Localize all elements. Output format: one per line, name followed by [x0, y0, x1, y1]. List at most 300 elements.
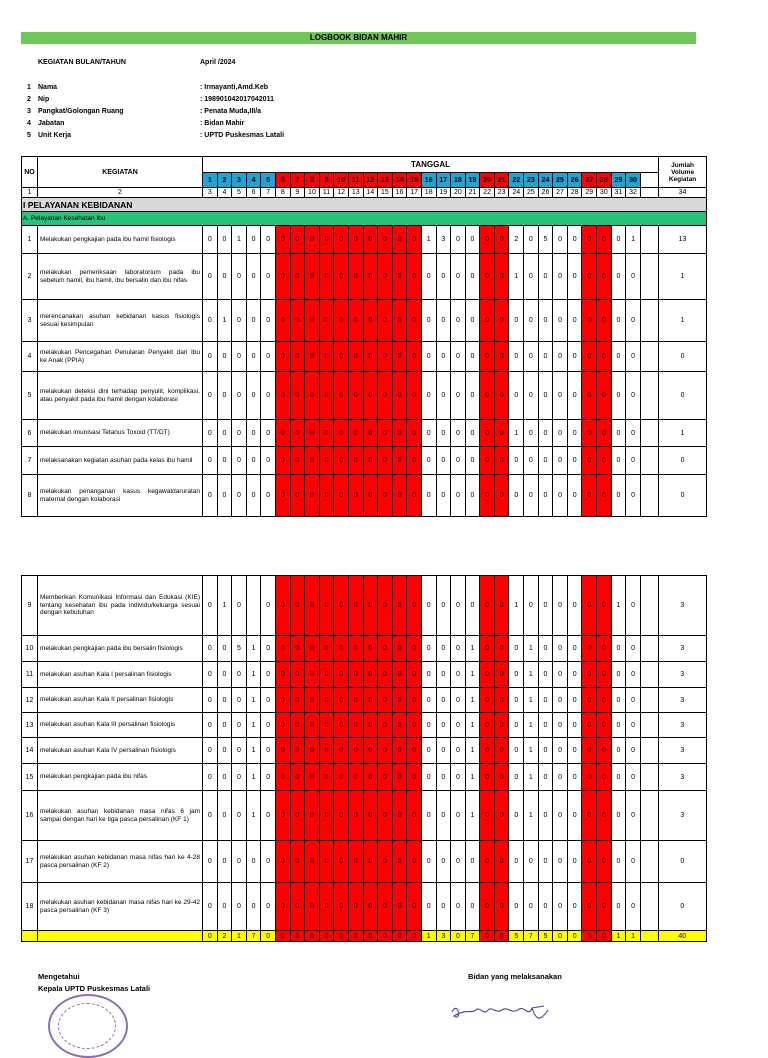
daily-count-cell: 0: [611, 372, 626, 420]
daily-count-cell: 0: [203, 226, 218, 254]
column-number: 5: [232, 188, 247, 198]
daily-count-cell: 0: [436, 300, 451, 342]
daily-count-cell: 0: [451, 342, 466, 372]
daily-count-cell: 0: [494, 254, 509, 300]
column-number: 14: [363, 188, 378, 198]
daily-count-cell: 0: [217, 447, 232, 475]
daily-count-cell: 0: [378, 791, 393, 841]
daily-count-cell: 0: [480, 447, 495, 475]
daily-count-cell: 0: [480, 300, 495, 342]
daily-count-cell: 0: [524, 372, 539, 420]
daily-count-cell: 0: [319, 636, 334, 662]
daily-count-cell: 0: [421, 342, 436, 372]
daily-count-cell: 0: [524, 226, 539, 254]
spacer-cell: [640, 688, 658, 713]
daily-count-cell: 0: [203, 713, 218, 738]
daily-count-cell: 0: [334, 342, 349, 372]
daily-count-cell: 0: [611, 688, 626, 713]
daily-count-cell: 0: [232, 420, 247, 447]
daily-count-cell: 0: [203, 420, 218, 447]
daily-count-cell: 0: [553, 576, 568, 636]
daily-count-cell: 0: [334, 841, 349, 883]
daily-count-cell: 0: [290, 226, 305, 254]
daily-count-cell: 0: [334, 764, 349, 791]
daily-count-cell: 0: [407, 576, 422, 636]
day-header: 8: [305, 173, 320, 188]
daily-count-cell: 0: [465, 372, 480, 420]
daily-count-cell: 0: [538, 636, 553, 662]
daily-count-cell: 0: [553, 420, 568, 447]
daily-count-cell: 0: [465, 576, 480, 636]
sum-cell: 0: [451, 931, 466, 942]
daily-count-cell: 0: [524, 300, 539, 342]
row-number: 11: [22, 662, 38, 688]
daily-count-cell: 0: [436, 372, 451, 420]
daily-count-cell: 0: [392, 738, 407, 764]
daily-count-cell: 0: [290, 420, 305, 447]
daily-count-cell: 0: [348, 662, 363, 688]
daily-count-cell: 0: [451, 475, 466, 517]
day-header: 24: [538, 173, 553, 188]
daily-count-cell: 1: [246, 662, 261, 688]
identity-value: : Penata Muda,III/a: [200, 108, 262, 115]
sum-cell: 0: [582, 931, 597, 942]
column-number: 23: [494, 188, 509, 198]
daily-count-cell: 0: [392, 662, 407, 688]
daily-count-cell: 0: [524, 447, 539, 475]
daily-count-cell: 0: [348, 372, 363, 420]
daily-count-cell: 0: [421, 420, 436, 447]
daily-count-cell: 0: [465, 342, 480, 372]
day-header: 4: [246, 173, 261, 188]
daily-count-cell: 0: [597, 713, 612, 738]
daily-count-cell: 0: [567, 475, 582, 517]
daily-count-cell: 0: [363, 713, 378, 738]
daily-count-cell: 0: [451, 764, 466, 791]
daily-count-cell: 0: [348, 688, 363, 713]
daily-count-cell: 1: [509, 254, 524, 300]
daily-count-cell: 0: [509, 738, 524, 764]
column-number: 13: [348, 188, 363, 198]
daily-count-cell: 0: [626, 791, 641, 841]
activity-description: melakukan pemeriksaan laboratorium pada ibu sebelum hamil, ibu hamil, ibu bersalin dan ibu nifas: [38, 254, 203, 300]
daily-count-cell: 1: [524, 713, 539, 738]
daily-count-cell: 0: [392, 764, 407, 791]
daily-count-cell: 0: [334, 420, 349, 447]
column-number: 24: [509, 188, 524, 198]
daily-count-cell: 3: [436, 226, 451, 254]
activity-description: melakukan asuhan kebidanan masa nifas hari ke 4-28 pasca persalinan (KF 2): [38, 841, 203, 883]
sum-cell: 1: [626, 931, 641, 942]
daily-count-cell: 0: [480, 420, 495, 447]
daily-count-cell: 0: [509, 372, 524, 420]
daily-count-cell: 0: [465, 841, 480, 883]
daily-count-cell: 0: [567, 420, 582, 447]
daily-count-cell: 0: [451, 662, 466, 688]
daily-count-cell: 0: [567, 372, 582, 420]
row-number: 2: [22, 254, 38, 300]
daily-count-cell: 0: [305, 791, 320, 841]
daily-count-cell: 0: [407, 300, 422, 342]
activity-row: [22, 372, 707, 420]
grand-total: 40: [658, 931, 706, 942]
daily-count-cell: 0: [275, 883, 290, 931]
daily-count-cell: 0: [626, 447, 641, 475]
daily-count-cell: 0: [334, 576, 349, 636]
daily-count-cell: 0: [597, 226, 612, 254]
row-number: 6: [22, 420, 38, 447]
daily-count-cell: 0: [509, 342, 524, 372]
activity-row: [22, 447, 707, 475]
daily-count-cell: 1: [509, 420, 524, 447]
daily-count-cell: 0: [319, 300, 334, 342]
day-header: 22: [509, 173, 524, 188]
daily-count-cell: 0: [217, 791, 232, 841]
row-total: 0: [659, 447, 707, 475]
daily-count-cell: 0: [319, 342, 334, 372]
daily-count-cell: 0: [261, 300, 276, 342]
day-header: 12: [363, 173, 378, 188]
daily-count-cell: 0: [246, 226, 261, 254]
column-number: 12: [334, 188, 349, 198]
sum-cell: 2: [217, 931, 232, 942]
daily-count-cell: 0: [261, 883, 276, 931]
daily-count-cell: 0: [319, 841, 334, 883]
daily-count-cell: 0: [538, 372, 553, 420]
day-header: 11: [348, 173, 363, 188]
daily-count-cell: 0: [392, 342, 407, 372]
daily-count-cell: 1: [524, 688, 539, 713]
spacer-cell: [640, 636, 658, 662]
daily-count-cell: 0: [232, 342, 247, 372]
daily-count-cell: 0: [203, 342, 218, 372]
daily-count-cell: 2: [509, 226, 524, 254]
sum-cell: 3: [436, 931, 451, 942]
daily-count-cell: 0: [494, 300, 509, 342]
daily-count-cell: 0: [392, 576, 407, 636]
daily-count-cell: 0: [319, 475, 334, 517]
identity-value: : UPTD Puskesmas Latali: [200, 132, 285, 139]
daily-count-cell: 0: [407, 372, 422, 420]
daily-count-cell: 0: [421, 475, 436, 517]
daily-count-cell: 0: [611, 300, 626, 342]
daily-count-cell: 0: [626, 738, 641, 764]
spacer-cell: [640, 372, 658, 420]
daily-count-cell: 0: [480, 738, 495, 764]
day-header: 30: [626, 173, 641, 188]
daily-count-cell: 0: [290, 636, 305, 662]
daily-count-cell: 0: [378, 713, 393, 738]
column-number: 16: [392, 188, 407, 198]
sum-cell: 7: [465, 931, 480, 942]
row-total: 0: [658, 883, 706, 931]
daily-count-cell: 0: [407, 342, 422, 372]
daily-count-cell: 0: [553, 764, 568, 791]
daily-count-cell: 0: [305, 447, 320, 475]
row-total: 0: [658, 841, 706, 883]
daily-count-cell: 0: [275, 688, 290, 713]
identity-label: Nama: [38, 84, 58, 91]
row-number: 9: [22, 576, 38, 636]
subsection-heading: A. Pelayanan Kesehatan Ibu: [22, 212, 707, 226]
daily-count-cell: 0: [567, 738, 582, 764]
daily-count-cell: 0: [261, 841, 276, 883]
daily-count-cell: 0: [392, 447, 407, 475]
row-total: 3: [658, 764, 706, 791]
daily-count-cell: 0: [407, 688, 422, 713]
daily-count-cell: 0: [451, 883, 466, 931]
daily-count-cell: 0: [597, 841, 612, 883]
daily-count-cell: 0: [597, 688, 612, 713]
daily-count-cell: 0: [421, 738, 436, 764]
daily-count-cell: 0: [538, 738, 553, 764]
daily-count-cell: 0: [407, 662, 422, 688]
sum-cell: 0: [290, 931, 305, 942]
daily-count-cell: 0: [348, 636, 363, 662]
activity-description: melakukan asuhan Kala III persalinan fisiologis: [38, 713, 203, 738]
daily-count-cell: 0: [421, 883, 436, 931]
sum-cell: 0: [305, 931, 320, 942]
signature-right-line1: Bidan yang melaksanakan: [468, 972, 562, 981]
period-value: April /2024: [200, 59, 236, 66]
column-number: 2: [38, 188, 203, 198]
sum-cell: 0: [348, 931, 363, 942]
day-header: 21: [494, 173, 509, 188]
daily-count-cell: 0: [509, 447, 524, 475]
daily-count-cell: 0: [246, 254, 261, 300]
daily-count-cell: 0: [597, 342, 612, 372]
signature-left-line1: Mengetahui: [38, 972, 80, 981]
daily-count-cell: 0: [436, 791, 451, 841]
daily-count-cell: 0: [261, 576, 276, 636]
daily-count-cell: 0: [538, 447, 553, 475]
daily-count-cell: 0: [305, 688, 320, 713]
daily-count-cell: 0: [217, 372, 232, 420]
daily-count-cell: 0: [494, 447, 509, 475]
daily-count-cell: 0: [232, 576, 247, 636]
sum-cell: 0: [275, 931, 290, 942]
daily-count-cell: 0: [597, 576, 612, 636]
daily-count-cell: 0: [407, 420, 422, 447]
daily-count-cell: 0: [275, 841, 290, 883]
daily-count-cell: 0: [480, 636, 495, 662]
row-number: 4: [22, 342, 38, 372]
daily-count-cell: 0: [334, 713, 349, 738]
daily-count-cell: 0: [421, 662, 436, 688]
row-number: 1: [22, 226, 38, 254]
daily-count-cell: 0: [626, 372, 641, 420]
identity-value: : Irmayanti,Amd.Keb: [200, 84, 269, 91]
daily-count-cell: 0: [378, 738, 393, 764]
spacer-cell: [640, 447, 658, 475]
daily-count-cell: 1: [465, 738, 480, 764]
daily-count-cell: 0: [626, 300, 641, 342]
daily-count-cell: 0: [626, 420, 641, 447]
daily-count-cell: 0: [203, 883, 218, 931]
daily-count-cell: 0: [436, 576, 451, 636]
day-header: 26: [567, 173, 582, 188]
daily-count-cell: 0: [348, 342, 363, 372]
daily-count-cell: 0: [451, 447, 466, 475]
daily-count-cell: 0: [203, 738, 218, 764]
daily-count-cell: 0: [348, 713, 363, 738]
daily-count-cell: 0: [407, 636, 422, 662]
identity-label: Jabatan: [38, 120, 65, 127]
sum-cell: 0: [319, 931, 334, 942]
sum-cell: 1: [611, 931, 626, 942]
daily-count-cell: 0: [421, 636, 436, 662]
daily-count-cell: 0: [334, 738, 349, 764]
daily-count-cell: 0: [407, 883, 422, 931]
daily-count-cell: 1: [246, 738, 261, 764]
identity-value: : 198901042017042011: [200, 96, 274, 103]
daily-count-cell: 0: [480, 791, 495, 841]
activity-row: [22, 636, 707, 662]
daily-count-cell: 0: [538, 791, 553, 841]
daily-count-cell: 0: [465, 420, 480, 447]
daily-count-cell: 0: [509, 300, 524, 342]
daily-count-cell: 0: [553, 738, 568, 764]
daily-count-cell: 0: [275, 342, 290, 372]
spacer-cell: [640, 764, 658, 791]
activity-row: [22, 883, 707, 931]
daily-count-cell: 0: [611, 764, 626, 791]
column-number: 18: [421, 188, 436, 198]
daily-count-cell: 0: [611, 713, 626, 738]
daily-count-cell: 0: [348, 420, 363, 447]
daily-count-cell: 0: [378, 475, 393, 517]
daily-count-cell: 0: [611, 475, 626, 517]
daily-count-cell: 0: [626, 342, 641, 372]
daily-count-cell: 0: [494, 764, 509, 791]
daily-count-cell: 0: [348, 475, 363, 517]
daily-count-cell: 0: [232, 791, 247, 841]
row-total: 3: [658, 662, 706, 688]
daily-count-cell: 0: [232, 254, 247, 300]
daily-count-cell: 0: [203, 636, 218, 662]
daily-count-cell: 0: [524, 841, 539, 883]
daily-count-cell: 0: [363, 475, 378, 517]
sum-cell: 0: [378, 931, 393, 942]
activity-row: [22, 688, 707, 713]
daily-count-cell: 0: [421, 254, 436, 300]
daily-count-cell: 0: [407, 738, 422, 764]
daily-count-cell: 0: [567, 841, 582, 883]
section-heading: I PELAYANAN KEBIDANAN: [22, 198, 707, 212]
daily-count-cell: 0: [203, 576, 218, 636]
daily-count-cell: 1: [246, 764, 261, 791]
row-total: 1: [659, 420, 707, 447]
daily-count-cell: 0: [363, 883, 378, 931]
daily-count-cell: 0: [319, 764, 334, 791]
daily-count-cell: 0: [451, 841, 466, 883]
daily-count-cell: 0: [275, 226, 290, 254]
daily-count-cell: 0: [319, 420, 334, 447]
daily-count-cell: 0: [524, 576, 539, 636]
daily-count-cell: 0: [392, 688, 407, 713]
column-number: 20: [451, 188, 466, 198]
daily-count-cell: 0: [509, 662, 524, 688]
daily-count-cell: 0: [363, 688, 378, 713]
daily-count-cell: 0: [538, 713, 553, 738]
daily-count-cell: 0: [582, 662, 597, 688]
daily-count-cell: 0: [305, 254, 320, 300]
daily-count-cell: 1: [465, 713, 480, 738]
daily-count-cell: 0: [567, 764, 582, 791]
daily-count-cell: 0: [203, 841, 218, 883]
daily-count-cell: 1: [246, 713, 261, 738]
daily-count-cell: 0: [509, 791, 524, 841]
daily-count-cell: 0: [567, 254, 582, 300]
daily-count-cell: 0: [217, 841, 232, 883]
daily-count-cell: 0: [290, 883, 305, 931]
daily-count-cell: 0: [451, 420, 466, 447]
daily-count-cell: 0: [261, 688, 276, 713]
daily-count-cell: 0: [348, 447, 363, 475]
daily-count-cell: 0: [611, 791, 626, 841]
sum-cell: 7: [246, 931, 261, 942]
daily-count-cell: 0: [582, 791, 597, 841]
daily-count-cell: 1: [421, 226, 436, 254]
activity-row: [22, 764, 707, 791]
daily-count-cell: 0: [290, 475, 305, 517]
daily-count-cell: 0: [203, 662, 218, 688]
daily-count-cell: 0: [465, 300, 480, 342]
daily-count-cell: 0: [597, 372, 612, 420]
daily-count-cell: 0: [567, 791, 582, 841]
daily-count-cell: 0: [465, 447, 480, 475]
sum-cell: 0: [334, 931, 349, 942]
daily-count-cell: 0: [275, 764, 290, 791]
row-number: 8: [22, 475, 38, 517]
daily-count-cell: 0: [480, 576, 495, 636]
column-number: 7: [261, 188, 276, 198]
day-header: 25: [553, 173, 568, 188]
day-header: 23: [524, 173, 539, 188]
column-number: 29: [582, 188, 597, 198]
daily-count-cell: 0: [582, 226, 597, 254]
daily-count-cell: 0: [319, 226, 334, 254]
column-number: 34: [659, 188, 707, 198]
activity-description: melakukan asuhan kebidanan masa nifas 6 jam sampai dengan hari ke tiga pasca persalinan (KF 1): [38, 791, 203, 841]
daily-count-cell: 1: [465, 662, 480, 688]
daily-count-cell: 0: [465, 475, 480, 517]
daily-count-cell: 0: [378, 636, 393, 662]
activity-description: melakukan imunisasi Tetanus Toxoid (TT/DT): [38, 420, 203, 447]
identity-label: Unit Kerja: [38, 132, 72, 139]
daily-count-cell: 0: [217, 475, 232, 517]
daily-count-cell: 0: [334, 372, 349, 420]
daily-count-cell: 0: [407, 791, 422, 841]
daily-count-cell: 0: [582, 342, 597, 372]
daily-count-cell: 1: [465, 764, 480, 791]
spacer-cell: [640, 791, 658, 841]
daily-count-cell: 1: [246, 791, 261, 841]
activity-description: Melakukan pengkajian pada ibu hamil fisiologis: [38, 226, 203, 254]
daily-count-cell: 0: [305, 713, 320, 738]
daily-count-cell: 0: [494, 662, 509, 688]
daily-count-cell: 0: [305, 300, 320, 342]
daily-count-cell: 0: [582, 447, 597, 475]
daily-count-cell: 0: [626, 688, 641, 713]
daily-count-cell: 0: [334, 688, 349, 713]
daily-count-cell: 0: [378, 226, 393, 254]
daily-count-cell: 0: [363, 662, 378, 688]
daily-count-cell: 0: [509, 883, 524, 931]
daily-count-cell: 0: [480, 764, 495, 791]
daily-count-cell: 0: [305, 420, 320, 447]
daily-count-cell: 0: [494, 475, 509, 517]
